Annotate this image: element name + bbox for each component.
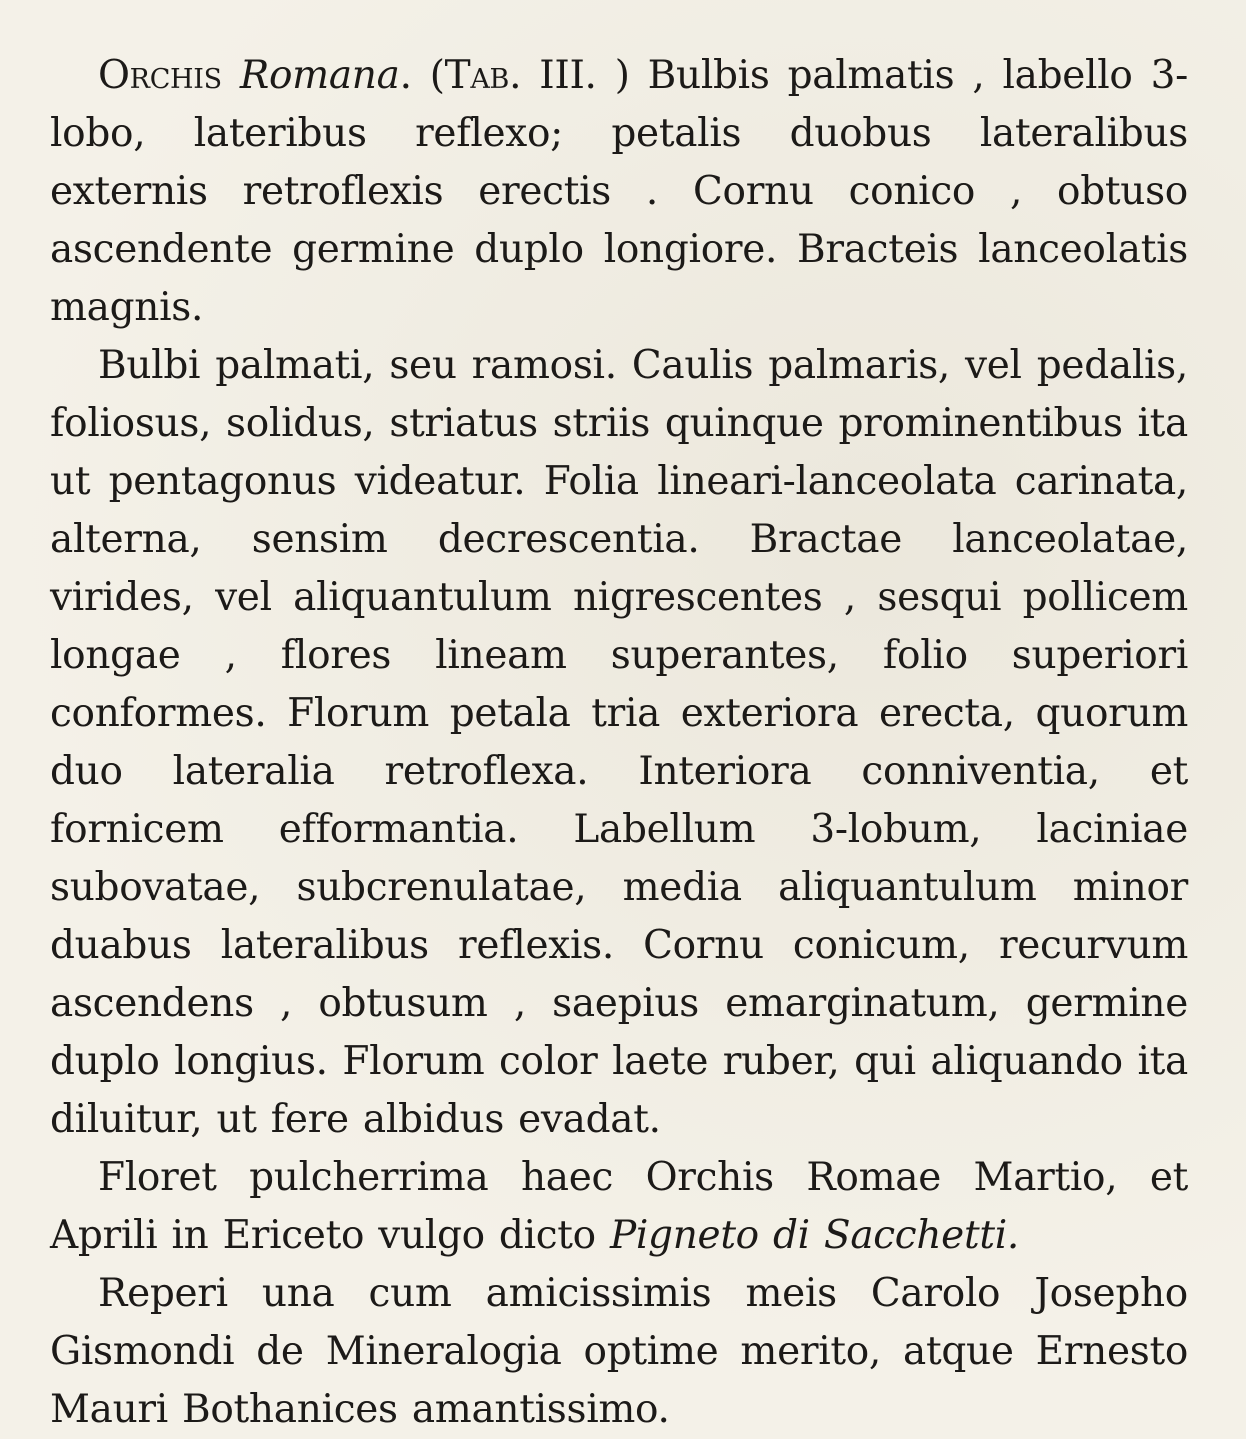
separator: . ( <box>399 53 445 98</box>
habitat-paragraph <box>50 1149 1188 1265</box>
species-description <box>50 47 1188 337</box>
species-name: Romana <box>239 53 400 98</box>
diagnosis-text: III. ) Bulbis palmatis , labello 3-lobo, lateribus reflexo; petalis duobus lateralibus externis retroflexis erectis . Cornu conico , obtuso ascendente germine duplo longiore. Bracteis lanceolatis magnis. <box>50 53 1188 330</box>
habitat-text: Floret pulcherrima haec Orchis Romae Martio, et Aprili in Ericeto vulgo dicto <box>50 1155 1188 1258</box>
genus-name: Orchis <box>98 53 222 98</box>
locality-name: Pigneto di Sacchetti. <box>609 1213 1019 1258</box>
plate-reference: Tab. <box>444 53 522 98</box>
morphology-paragraph: Bulbi palmati, seu ramosi. Caulis palmaris, vel pedalis, foliosus, solidus, striatus striis quinque prominentibus ita ut pentagonus videatur. Folia lineari-lanceolata carinata, alterna, sensim decrescentia. Bractae lanceolatae, virides, vel aliquantulum nigrescentes , sesqui pollicem longae , flores lineam superantes, folio superiori conformes. Florum petala tria exteriora erecta, quorum duo lateralia retroflexa. Interiora conniventia, et fornicem efformantia. Labellum 3-lobum, laciniae subovatae, subcrenulatae, media aliquantulum minor duabus lateralibus reflexis. Cornu conicum, recurvum ascendens , obtusum , saepius emarginatum, germine duplo longius. Florum color laete ruber, qui aliquando ita diluitur, ut fere albidus evadat. <box>50 343 1188 1142</box>
collectors-paragraph: Reperi una cum amicissimis meis Carolo Josepho Gismondi de Mineralogia optime merito, atque Ernesto Mauri Bothanices amantissimo. <box>50 1271 1188 1432</box>
